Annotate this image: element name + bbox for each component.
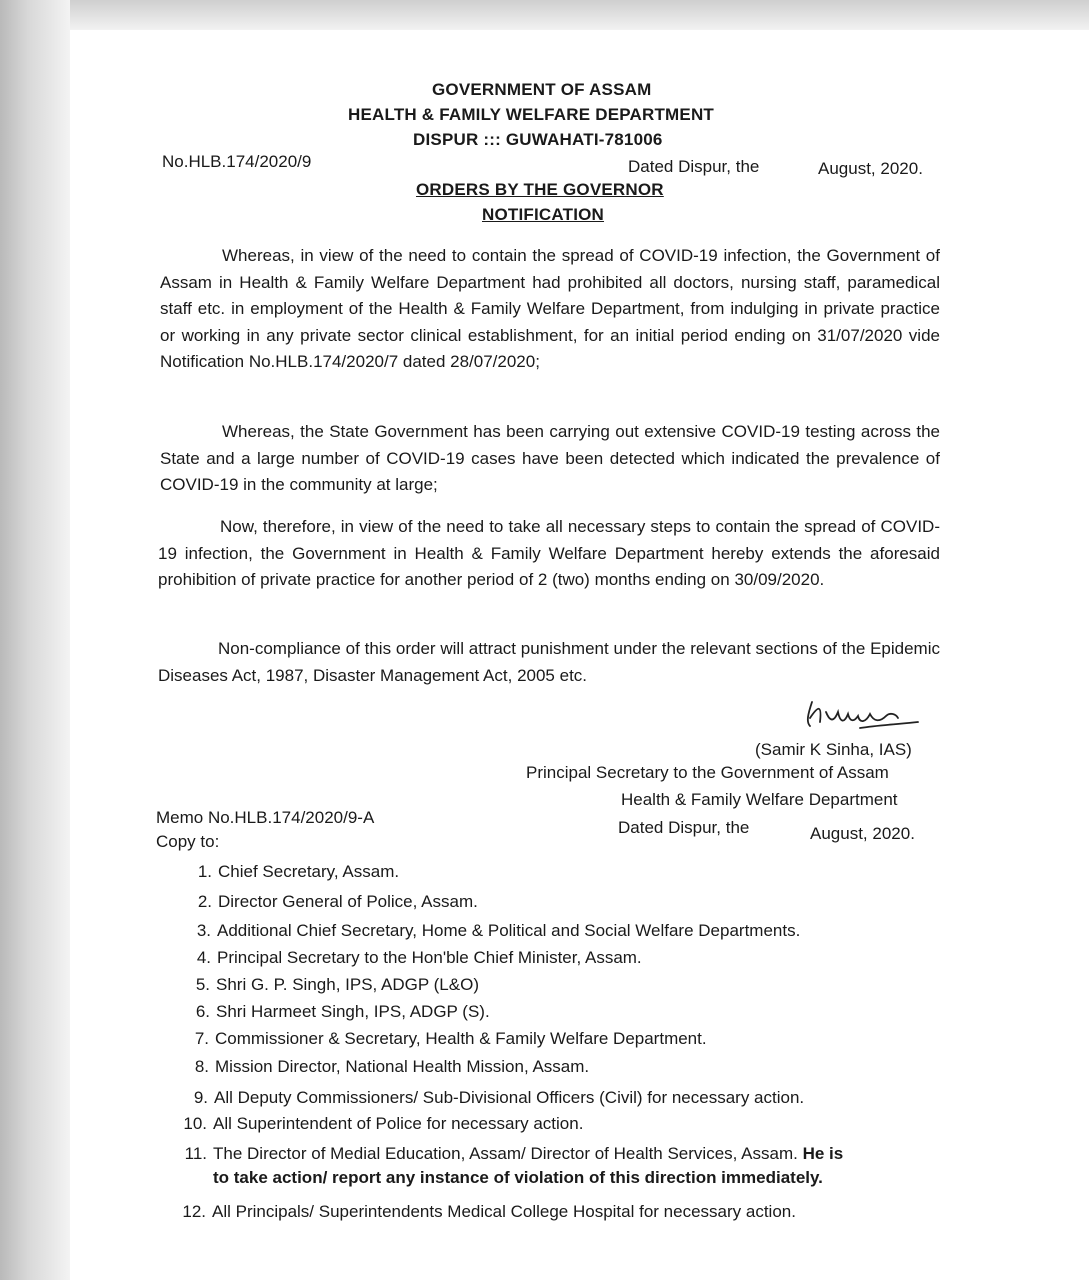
reference-number: No.HLB.174/2020/9 xyxy=(162,152,312,171)
list-item: 5. Shri G. P. Singh, IPS, ADGP (L&O) xyxy=(195,975,479,994)
list-item: 4. Principal Secretary to the Hon'ble Chief Minister, Assam. xyxy=(196,948,642,967)
list-item: 10. All Superintendent of Police for necessary action. xyxy=(183,1114,584,1133)
signatory-department: Health & Family Welfare Department xyxy=(621,790,898,809)
list-item: 6. Shri Harmeet Singh, IPS, ADGP (S). xyxy=(195,1002,490,1021)
orders-title: ORDERS BY THE GOVERNOR xyxy=(416,180,664,199)
paragraph-4: Non-compliance of this order will attract punishment under the relevant sections of the Epidemic Diseases Act, 1987, Disaster Management Act, 2005 etc. xyxy=(158,639,940,685)
list-item: 7. Commissioner & Secretary, Health & Family Welfare Department. xyxy=(194,1029,707,1048)
memo-date: August, 2020. xyxy=(810,824,915,843)
list-item: 12. All Principals/ Superintendents Medical College Hospital for necessary action. xyxy=(182,1202,796,1221)
list-item: 11. The Director of Medial Education, Assam/ Director of Health Services, Assam. He is xyxy=(184,1144,844,1163)
list-item: 8. Mission Director, National Health Mission, Assam. xyxy=(194,1057,590,1076)
paragraph-2: Whereas, the State Government has been carrying out extensive COVID-19 testing across the State and a large number of COVID-19 cases have been detected which indicated the prevalence of COVID-19 in the community at large; xyxy=(160,422,940,494)
list-item: 1. Chief Secretary, Assam. xyxy=(197,862,400,881)
memo-dated-label: Dated Dispur, the xyxy=(618,818,750,837)
handwritten-signature xyxy=(800,692,920,741)
paragraph-1: Whereas, in view of the need to contain the spread of COVID-19 infection, the Government of Assam in Health & Family Welfare Department had prohibited all doctors, nursing staff, paramedical staff etc. in employment of the Health & Family Welfare Department, from indulging in private practice or working in any private sector clinical establishment, for an initial period ending on 31/07/2020 vide Notification No.HLB.174/2020/7 dated 28/07/2020; xyxy=(160,246,940,371)
government-heading: GOVERNMENT OF ASSAM xyxy=(432,80,652,99)
notification-date: August, 2020. xyxy=(818,159,923,178)
list-item-continuation: to take action/ report any instance of violation of this direction immediately. xyxy=(213,1168,823,1187)
list-item: 2. Director General of Police, Assam. xyxy=(197,892,478,911)
address-heading: DISPUR ::: GUWAHATI-781006 xyxy=(413,130,663,149)
signatory-name: (Samir K Sinha, IAS) xyxy=(755,740,912,759)
list-item: 9. All Deputy Commissioners/ Sub-Divisional Officers (Civil) for necessary action. xyxy=(193,1088,805,1107)
memo-number: Memo No.HLB.174/2020/9-A xyxy=(156,808,375,827)
dated-label: Dated Dispur, the xyxy=(628,157,760,176)
department-heading: HEALTH & FAMILY WELFARE DEPARTMENT xyxy=(348,105,715,124)
copy-to-label: Copy to: xyxy=(156,832,220,851)
paragraph-3: Now, therefore, in view of the need to take all necessary steps to contain the spread of COVID-19 infection, the Government in Health & Family Welfare Department hereby extends the aforesaid prohibition of private practice for another period of 2 (two) months ending on 30/09/2020. xyxy=(158,517,940,589)
notification-title: NOTIFICATION xyxy=(482,205,605,224)
signatory-designation: Principal Secretary to the Government of Assam xyxy=(526,763,889,782)
list-item: 3. Additional Chief Secretary, Home & Political and Social Welfare Departments. xyxy=(196,921,801,940)
